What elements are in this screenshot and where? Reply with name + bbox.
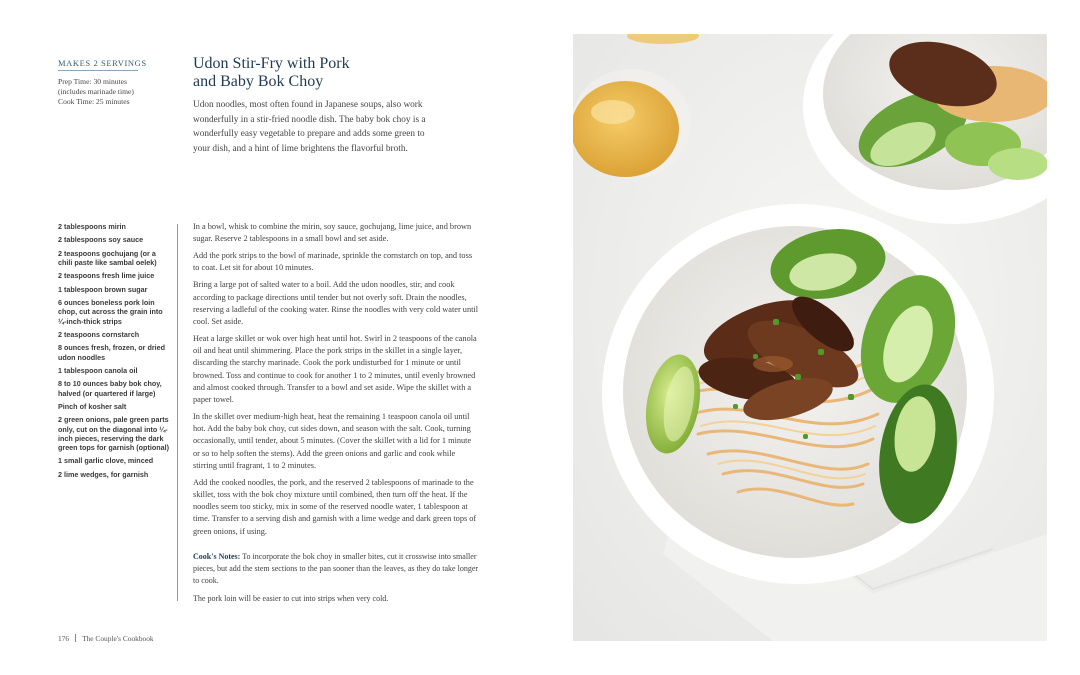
ingredient-item: 6 ounces boneless pork loin chop, cut across the grain into ¼-inch-thick strips [58, 298, 163, 326]
ingredient-item: 2 lime wedges, for garnish [58, 469, 149, 479]
recipe-title-line-1: Udon Stir-Fry with Pork [193, 55, 350, 72]
ingredient-item: 1 tablespoon canola oil [58, 365, 138, 375]
dish-photo [573, 34, 1047, 641]
recipe-times [58, 77, 168, 108]
cook-time: Cook Time: 25 minutes [58, 97, 130, 107]
prep-time-note: (includes marinade time) [58, 87, 134, 97]
ingredient-item: Pinch of kosher salt [58, 401, 127, 411]
recipe-title-line-2: and Baby Bok Choy [193, 73, 324, 90]
cooks-note-1-text: To incorporate the bok choy in smaller bites, cut it crosswise into smaller pieces, but add the stem sections to the pan sooner than the leaves, as they do take longer to cook. [193, 552, 479, 586]
ingredient-item: 2 teaspoons cornstarch [58, 329, 140, 339]
ingredient-item: 2 tablespoons soy sauce [58, 235, 144, 245]
method-step: Add the pork strips to the bowl of marinade, sprinkle the cornstarch on top, and toss to coat. Let sit for about 10 minutes. [193, 251, 473, 273]
footer-separator [75, 634, 76, 642]
book-title: The Couple's Cookbook [82, 634, 154, 643]
page-number: 176 [58, 634, 70, 643]
ingredient-item: 2 tablespoons mirin [58, 222, 126, 231]
ingredient-item: 8 ounces fresh, frozen, or dried udon noodles [58, 343, 166, 362]
cooks-notes [193, 551, 479, 610]
servings-rule [58, 70, 138, 71]
method-steps [193, 221, 479, 543]
prep-time: Prep Time: 30 minutes [58, 77, 127, 86]
cooks-notes-heading: Cook's Notes: [193, 552, 241, 561]
method-step: Add the cooked noodles, the pork, and the reserved 2 tablespoons of marinade to the skillet, toss with the bok choy mixture until combined, then turn off the heat. If the noodles seem too sticky, mix in some of the reserved noodle water, 1 tablespoon at time. Transfer to a serving dish and garnish with a lime wedge and dark green tops of green onions, if using. [193, 477, 477, 536]
recipe-intro: Udon noodles, most often found in Japanese soups, also work wonderfully in a stir-fried noodle dish. The baby bok choy is a wonderfully easy vegetable to prepare and adds some green to your dish, and a hint of lime brightens the flavorful broth. [193, 100, 426, 154]
column-divider [177, 224, 178, 601]
ingredients-list [58, 222, 170, 483]
ingredient-item: 8 to 10 ounces baby bok choy, halved (or quartered if large) [58, 379, 162, 398]
cooks-note-1 [193, 551, 479, 588]
ingredient-item: 1 small garlic clove, minced [58, 456, 154, 466]
method-step: In a bowl, whisk to combine the mirin, soy sauce, gochujang, lime juice, and brown sugar. Reserve 2 tablespoons in a small bowl and set aside. [193, 222, 472, 244]
servings-label: MAKES 2 SERVINGS [58, 58, 147, 68]
ingredient-item: 2 teaspoons fresh lime juice [58, 271, 155, 281]
ingredient-item: 2 green onions, pale green parts only, cut on the diagonal into ¼-inch pieces, reserving the dark green tops for garnish (optional) [58, 415, 170, 452]
method-step: Bring a large pot of salted water to a boil. Add the udon noodles, stir, and cook according to package directions until tender but not overly soft. Drain the noodles, reserving a ladleful of the cooking water. Rinse the noodles with very cold water until cool. Set aside. [193, 280, 479, 327]
method-step: Heat a large skillet or wok over high heat until hot. Swirl in 2 teaspoons of the canola oil and heat until shimmering. Place the pork strips in the skillet in a single layer, discarding the starchy marinade. Cook the pork undisturbed for 1 minute or until browned. Toss and continue to cook for another 1 to 2 minutes, until evenly browned and almost cooked through. Transfer to a bowl and set aside. Wipe the skillet with a paper towel. [193, 334, 477, 405]
ingredient-item: 1 tablespoon brown sugar [58, 284, 148, 294]
page-footer [58, 634, 154, 643]
method-step: In the skillet over medium-high heat, heat the remaining 1 teaspoon canola oil until hot. Add the baby bok choy, cut sides down, and season with the salt. Cook, turning occasionally, until tender, about 5 minutes. (Cover the skillet with a lid for 1 minute or so to help soften the stems). Add the green onions and garlic and cook while stirring until fragrant, 1 to 2 minutes. [193, 412, 472, 470]
cooks-note-2: The pork loin will be easier to cut into strips when very cold. [193, 593, 389, 603]
recipe-title [193, 55, 493, 91]
ingredient-item: 2 teaspoons gochujang (or a chili paste like sambal oelek) [58, 248, 157, 267]
